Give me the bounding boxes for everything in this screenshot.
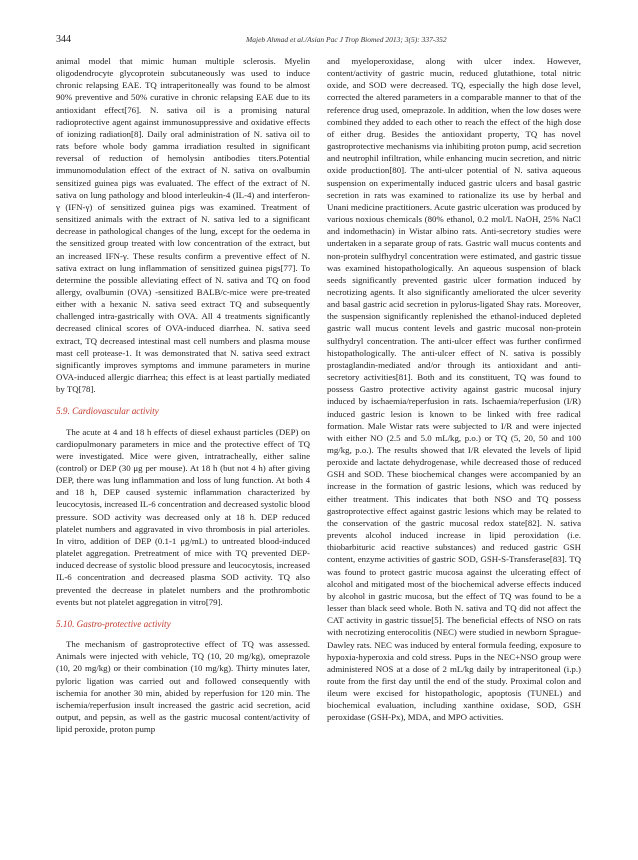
paragraph: animal model that mimic human multiple sclerosis. Myelin oligodendrocyte glycoprotein subcutaneously was used to induce chronic relapsing EAE. TQ intraperitoneally was found to be almost 90% preventive and 50% curative in chronic relapsing EAE due to its antioxidant effect[76]. N. sativa oil is a promising natural radioprotective agent against immunosuppressive and oxidative effects of ionizing radiation[8]. Daily oral administration of N. sativa oil to rats before whole body gamma irradiation resulted in significant reversal of reduction of hemolysin antibodies titers.Potential immunomodulation effect of the extract of N. sativa on ovalbumin sensitized guinea pigs was evaluated. The effect of the extract of N. sativa on lung pathology and blood interleukin-4 (IL-4) and interferon-γ (IFN-γ) of sensitized guinea pigs was examined. Treatment of sensitized animals with the extract of N. sativa led to a significant decrease in pathological changes of the lung, except for the oedema in the sensitized group treated with low concentration of the extract, but an increased IFN-γ. These results confirm a preventive effect of N. sativa extract on lung inflammation of sensitized guinea pigs[77]. To determine the possible alleviating effect of N. sativa and TQ on food allergy, ovalbumin (OVA) -sensitized BALB/c-mice were pre-treated either with a hexanic N. sativa seed extract TQ and subsequently challenged intra-gastrically with OVA. All 4 treatments significantly decreased clinical scores of OVA-induced diarrhea. N. sativa seed extract, TQ decreased intestinal mast cell numbers and plasma mouse mast cell protease-1. It was demonstrated that N. sativa seed extract significantly improves symptoms and immune parameters in murine OVA-induced allergic diarrhea; this effect is at least partially mediated by TQ[78]. bbox=[56, 56, 310, 395]
section-heading-cardiovascular: 5.9. Cardiovascular activity bbox=[56, 406, 159, 417]
section-heading-gastroprotective: 5.10. Gastro-protective activity bbox=[56, 618, 171, 629]
page-number: 344 bbox=[56, 34, 71, 45]
running-title: Majeb Ahmad et al./Asian Pac J Trop Biomed 2013; 3(5): 337-352 bbox=[246, 35, 447, 44]
paragraph: and myeloperoxidase, along with ulcer index. However, content/activity of gastric mucin, reduced glutathione, total nitric oxide, and SOD were decreased. TQ, especially the high dose level, corrected the altered parameters in a comparable manner to that of the reference drug used, omeprazole. In addition, when the low doses were combined they added to each other to reach the effect of the high dose of either drug. Besides the antioxidant property, TQ has novel gastroprotective mechanisms via inhibiting proton pump, acid secretion and neutrophil infiltration, while enhancing mucin secretion, and nitric oxide production[80]. The anti-ulcer potential of N. sativa aqueous suspension on experimentally induced gastric ulcers and basal gastric secretion in rats was examined to rationalize its use by herbal and Unani medicine practitioners. Acute gastric ulceration was produced by various noxious chemicals (80% ethanol, 0.2 mol/L NaOH, 25% NaCl and indomethacin) in Wistar albino rats. Anti-secretory studies were undertaken in a separate group of rats. Gastric wall mucus contents and non-protein sulfhydryl concentration were estimated, and gastric tissue was examined histopathologically. An aqueous suspension of black seeds significantly prevented gastric ulcer formation induced by necrotizing agents. It also significantly ameliorated the ulcer severity and basal gastric acid secretion in pylorus-ligated Shay rats. Moreover, the suspension significantly replenished the ethanol-induced depleted gastric wall mucus content levels and gastric mucosal non-protein sulfhydryl concentration. The anti-ulcer effect was further confirmed histopathologically. The anti-ulcer effect of N. sativa is possibly prostaglandin-mediated and/or through its antioxidant and anti-secretory activities[81]. Both and its constituent, TQ was found to possess Gastro protective activity against gastric mucosal injury induced by ischaemia/reperfusion in rats. Ischaemia/reperfusion (I/R) induced gastric lesion is known to be linked with free radical formation. Male Wistar rats were subjected to I/R and were injected with either NO (2.5 and 5.0 mL/kg, p.o.) or TQ (5, 20, 50 and 100 mg/kg, p.o.). The results showed that I/R elevated the levels of lipid peroxide and lactate dehydrogenase, while decreased those of reduced GSH and SOD. These biochemical changes were accompanied by an increase in the formation of gastric lesions, which was reduced by either treatment. This indicates that both NSO and TQ possess gastroprotective effect against gastric lesions which may be related to the conservation of the gastric mucosal redox state[82]. N. sativa prevents alcohol induced increase in lipid peroxidation (i.e. thiobarbituric acid reactive substances) and reduced gastric GSH content, enzyme activities of gastric SOD, GSH-S-Transferase[83]. TQ was found to protect gastric mucosa against the ulcerating effect of alcohol and mitigated most of the biochemical adverse effects induced by alcohol in gastric mucosa, but the effect of TQ was found to be a lesser than black seed whole. Both N. sativa and TQ did not affect the CAT activity in gastric tissue[5]. The beneficial effects of NSO on rats with necrotizing enterocolitis (NEC) were studied in newborn Sprague-Dawley rats. NEC was induced by enteral formula feeding, exposure to hypoxia-hyperoxia and cold stress. Pups in the NEC+NSO group were administered NOS at a dose of 2 mL/kg daily by intraperitoneal (i.p.) route from the first day until the end of the study. Proximal colon and ileum were excised for histopathologic, apoptosis (TUNEL) and biochemical evaluation, including xanthine oxidase, SOD, GSH peroxidase (GSH-Px), MDA, and MPO activities. bbox=[327, 56, 581, 723]
page-header bbox=[56, 33, 582, 47]
left-column bbox=[56, 55, 310, 735]
right-column bbox=[327, 55, 581, 724]
paragraph: The acute at 4 and 18 h effects of diesel exhaust particles (DEP) on cardiopulmonary parameters in mice and the protective effect of TQ were investigated. Mice were given, intratracheally, either saline (control) or DEP (30 μg per mouse). At 18 h (but not 4 h) after giving DEP, there was lung inflammation and loss of lung function. At both 4 and 18 h, DEP caused systemic inflammation characterized by leucocytosis, increased IL-6 concentration and decreased systolic blood pressure. SOD activity was decreased only at 18 h. DEP reduced platelet numbers and aggravated in vivo thrombosis in pial arterioles. In vitro, addition of DEP (0.1-1 μg/mL) to untreated blood-induced platelet aggregation. Pretreatment of mice with TQ prevented DEP-induced decrease of systolic blood pressure and leucocytosis, increased IL-6 concentration and decreased plasma SOD activity. TQ also prevented the decrease in platelet numbers and the prothrombotic events but not platelet aggregation in vitro[79]. bbox=[56, 426, 310, 607]
paragraph: The mechanism of gastroprotective effect of TQ was assessed. Animals were injected with vehicle, TQ (10, 20 mg/kg), omeprazole (10, 20 mg/kg) or their combination (10 mg/kg). Thirty minutes later, pyloric ligation was carried out and followed consequently with ischemia for another 30 min, abided by reperfusion for 120 min. The ischemia/reperfusion insult increased the gastric acid secretion, acid output, and pepsin, as well as the gastric mucosal content/activity of lipid peroxide, proton pump bbox=[56, 639, 310, 735]
